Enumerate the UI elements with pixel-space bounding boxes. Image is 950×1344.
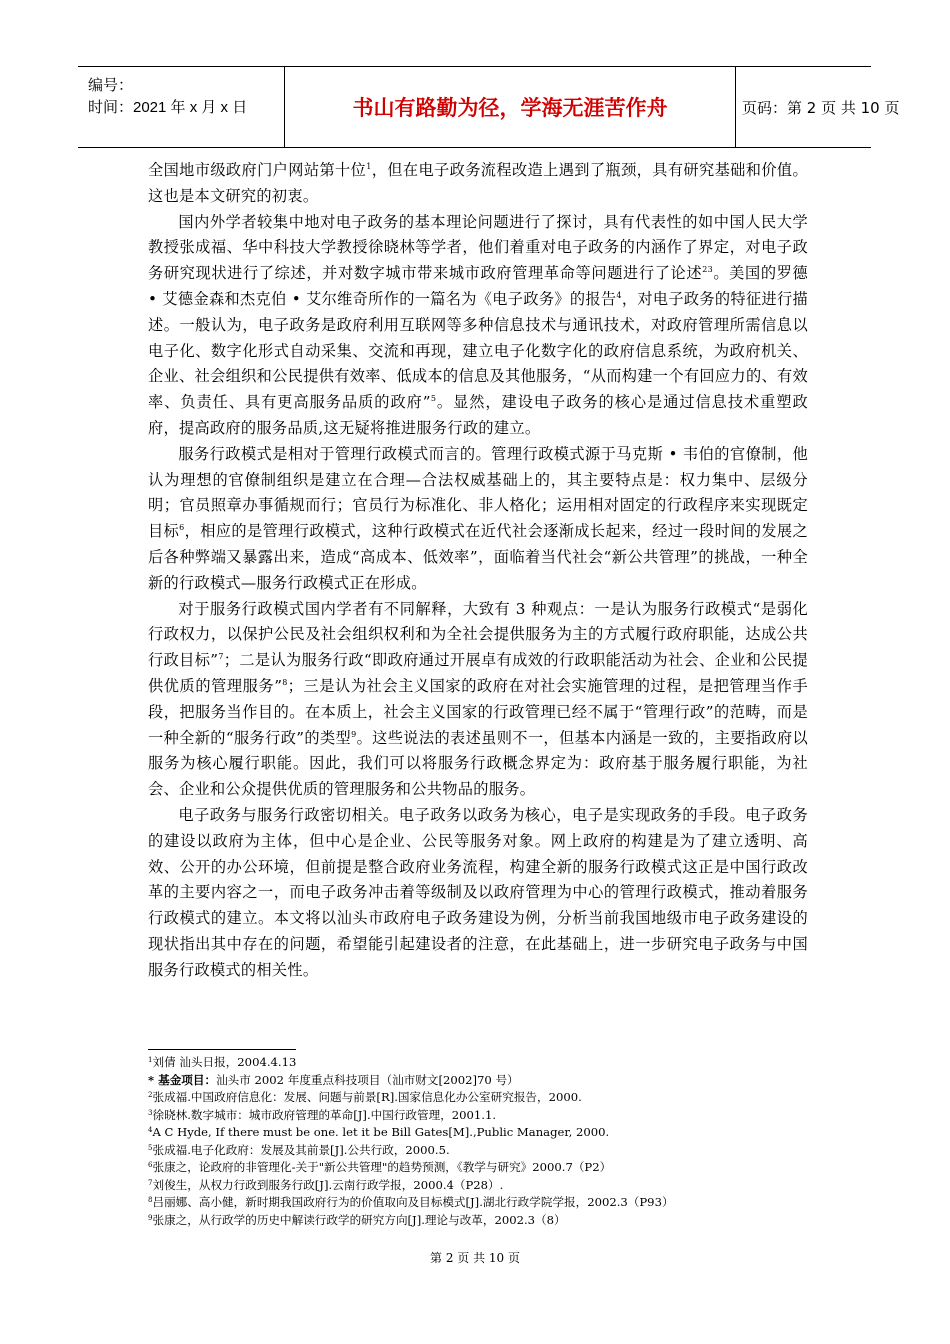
paragraph-3: 服务行政模式是相对于管理行政模式而言的。管理行政模式源于马克斯 • 韦伯的官僚制，他认为理想的官僚制组织是建立在合理—合法权威基础上的，其主要特点是：权力集中、层级分明；官员照章办事循规而行；官员行为标准化、非人格化；运用相对固定的行政程序来实现既定目标$^6$，相应的是管理行政模式，这种行政模式在近代社会逐渐成长起来，经过一段时间的发展之后各种弊端又暴露出来，造成“高成本、低效率”，面临着当代社会“新公共管理”的挑战，一种全新的行政模式—服务行政模式正在形成。 <box>148 444 808 592</box>
header-meta <box>88 75 283 119</box>
footnote-item: * 基金项目：汕头市 2002 年度重点科技项目（汕市财文[2002]70 号） <box>148 1072 519 1087</box>
footnote-item: $^7$刘俊生，从权力行政到服务行政[J].云南行政学报，2000.4（P28）. <box>148 1177 504 1192</box>
paragraph-1: 全国地市级政府门户网站第十位$^1$，但在电子政务流程改造上遇到了瓶颈，具有研究基础和价值。这也是本文研究的初衷。 <box>148 161 808 205</box>
body-text <box>148 158 808 984</box>
header-divider <box>735 67 736 147</box>
paragraph-4: 对于服务行政模式国内学者有不同解释，大致有 3 种观点：一是认为服务行政模式“是弱化行政权力，以保护公民及社会组织权利和为全社会提供服务为主的方式履行政府职能，达成公共行政目标”$^7$；二是认为服务行政“即政府通过开展卓有成效的行政职能活动为社会、企业和公民提供优质的管理服务”$^8$；三是认为社会主义国家的政府在对社会实施管理的过程，是把管理当作手段，把服务当作目的。在本质上，社会主义国家的行政管理已经不属于“管理行政”的范畴，而是一种全新的“服务行政”的类型$^9$。这些说法的表述虽则不一，但基本内涵是一致的，主要指政府以服务为核心履行职能。因此，我们可以将服务行政概念界定为：政府基于服务履行职能，为社会、企业和公众提供优质的管理服务和公共物品的服务。 <box>148 599 809 799</box>
number-label: 编号： <box>88 77 134 94</box>
footnote-ref: 5 <box>430 394 437 404</box>
footnote-ref: 9 <box>351 729 357 739</box>
footnote-ref: 7 <box>218 652 224 662</box>
footnote-divider <box>148 1049 296 1050</box>
footnote-item: $^9$张康之，从行政学的历史中解读行政学的研究方向[J].理论与改革，2002.3（8） <box>148 1212 566 1227</box>
paragraph-2: 国内外学者较集中地对电子政务的基本理论问题进行了探讨，具有代表性的如中国人民大学教授张成福、华中科技大学教授徐晓林等学者，他们着重对电子政务的内涵作了界定，对电子政务研究现状进行了综述，并对数字城市带来城市政府管理革命等问题进行了论述$^{23}$。美国的罗德 • 艾德金森和杰克伯 • 艾尔维奇所作的一篇名为《电子政务》的报告$^4$，对电子政务的特征进行描述。一般认为，电子政务是政府利用互联网等多种信息技术与通讯技术，对政府管理所需信息以电子化、数字化形式自动采集、交流和再现，建立电子化数字化的政府信息系统，为政府机关、企业、社会组织和公民提供有效率、低成本的信息及其他服务，“从而构建一个有回应力的、有效率、负责任、具有更高服务品质的政府”$^5$。显然，建设电子政务的核心是通过信息技术重塑政府，提高政府的服务品质,这无疑将推进服务行政的建立。 <box>148 212 808 437</box>
footnote-item: $^1$刘倩 汕头日报，2004.4.13 <box>148 1055 297 1069</box>
footnote-item: $^8$吕丽娜、高小健，新时期我国政府行为的价值取向及目标模式[J].湖北行政学院学报，2002.3（P93） <box>148 1195 674 1209</box>
header-page-label: 页码：第 2 页 共 10 页 <box>742 98 900 117</box>
footnote-ref: 6 <box>179 523 185 533</box>
header-motto: 书山有路勤为径，学海无涯苦作舟 <box>352 96 668 120</box>
footnote-item: $^3$徐晓林.数字城市：城市政府管理的革命[J].中国行政管理，2001.1. <box>148 1107 497 1122</box>
footnote-ref: 1 <box>366 162 372 171</box>
paragraph-5: 电子政务与服务行政密切相关。电子政务以政务为核心，电子是实现政务的手段。电子政务的建设以政府为主体，但中心是企业、公民等服务对象。网上政府的构建是为了建立透明、高效、公开的办公环境，但前提是整合政府业务流程，构建全新的服务行政模式这正是中国行政改革的主要内容之一，而电子政务冲击着等级制及以政府管理为中心的管理行政模式，推动着服务行政模式的建立。本文将以汕头市政府电子政务建设为例，分析当前我国地级市电子政务建设的现状指出其中存在的问题，希望能引起建设者的注意，在此基础上，进一步研究电子政务与中国服务行政模式的相关性。 <box>148 805 808 979</box>
page-header <box>78 66 900 148</box>
footnote-ref: 8 <box>282 677 288 687</box>
time-label: 时间：2021 年 x 月 x 日 <box>88 99 248 116</box>
footnote-item: $^4$A C Hyde, If there must be one. let it be Bill Gates[M].,Public Manager, 2000. <box>148 1125 610 1139</box>
footnote-ref: 23 <box>702 265 713 275</box>
footnote-item: $^2$张成福.中国政府信息化：发展、问题与前景[R].国家信息化办公室研究报告，2000. <box>148 1090 582 1104</box>
page-number: 第 2 页 共 10 页 <box>430 1251 520 1265</box>
footnote-ref: 4 <box>616 290 622 300</box>
footnote-item: $^6$张康之，论政府的非管理化-关于"新公共管理"的趋势预测，《教学与研究》2000.7（P2） <box>148 1160 612 1174</box>
footnotes <box>148 1054 828 1229</box>
footnote-item: $^5$张成福.电子化政府：发展及其前景[J].公共行政，2000.5. <box>148 1142 450 1157</box>
